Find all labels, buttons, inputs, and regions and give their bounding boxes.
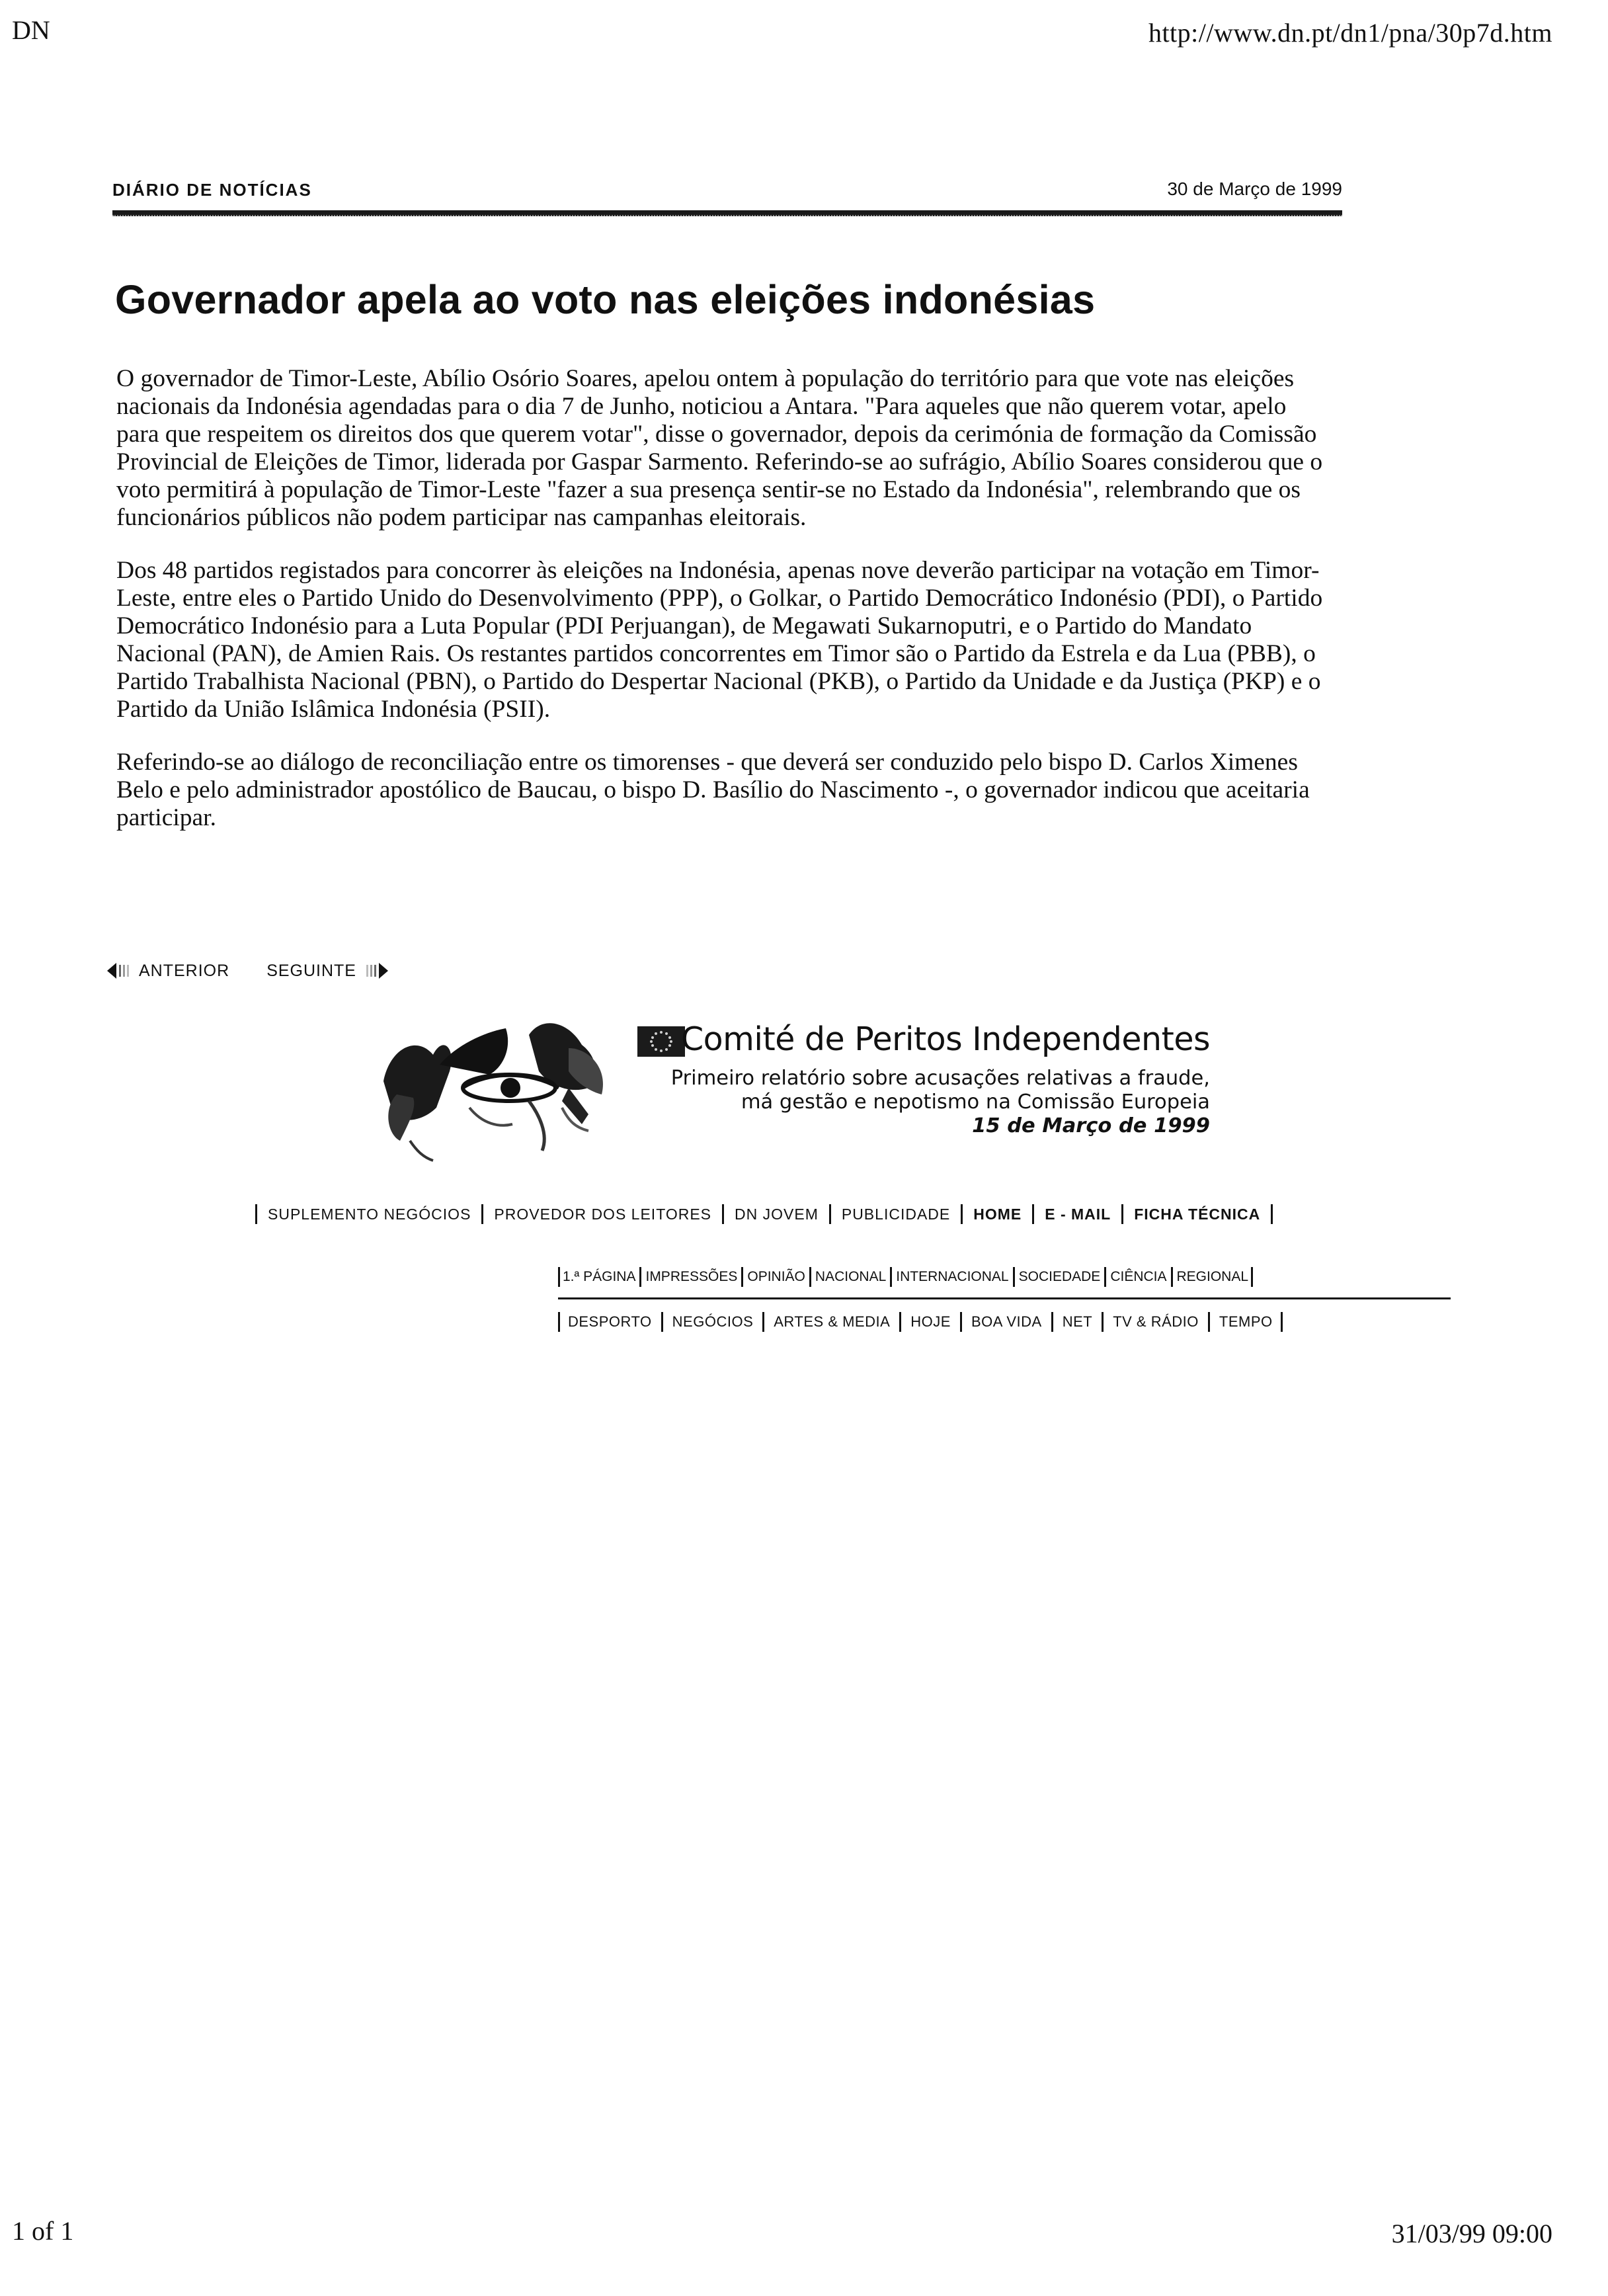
nav-separator: [1271, 1204, 1273, 1224]
nav-separator: [1102, 1312, 1104, 1332]
banner-title: Comité de Peritos Independentes: [680, 1020, 1210, 1058]
nav-link-email[interactable]: E - MAIL: [1045, 1205, 1111, 1223]
previous-label: ANTERIOR: [139, 961, 230, 980]
nav-separator: [890, 1267, 892, 1287]
eye-illustration-icon: [370, 1008, 628, 1167]
committee-report-banner[interactable]: [370, 1008, 1210, 1167]
nav-link-dn-jovem[interactable]: DN JOVEM: [735, 1205, 819, 1223]
nav-link-negocios[interactable]: NEGÓCIOS: [672, 1313, 754, 1330]
publication-date: 30 de Março de 1999: [1167, 179, 1342, 199]
nav-separator: [741, 1267, 743, 1287]
nav-link-opiniao[interactable]: OPINIÃO: [747, 1269, 805, 1284]
nav-link-regional[interactable]: REGIONAL: [1176, 1269, 1249, 1284]
nav-link-artes-media[interactable]: ARTES & MEDIA: [774, 1313, 891, 1330]
nav-separator: [558, 1267, 560, 1287]
eu-flag-icon: [637, 1026, 685, 1057]
newspaper-name: DIÁRIO DE NOTÍCIAS: [112, 180, 312, 200]
banner-date: 15 de Março de 1999: [972, 1114, 1210, 1137]
nav-separator: [661, 1312, 663, 1332]
nav-separator: [1171, 1267, 1173, 1287]
site-nav-more-sections: [558, 1312, 1283, 1332]
nav-link-primeira-pagina[interactable]: 1.ª PÁGINA: [563, 1269, 636, 1284]
nav-separator: [1013, 1267, 1015, 1287]
nav-separator: [1032, 1204, 1034, 1224]
nav-link-boa-vida[interactable]: BOA VIDA: [971, 1313, 1042, 1330]
nav-separator: [1104, 1267, 1106, 1287]
banner-subtitle: má gestão e nepotismo na Comissão Europeia: [741, 1090, 1210, 1114]
nav-link-tempo[interactable]: TEMPO: [1219, 1313, 1273, 1330]
nav-separator: [961, 1204, 963, 1224]
nav-separator: [1051, 1312, 1053, 1332]
nav-link-provedor-leitores[interactable]: PROVEDOR DOS LEITORES: [494, 1205, 712, 1223]
article-paragraph: O governador de Timor-Leste, Abílio Osório Soares, apelou ontem à população do território para que vote nas eleições nacionais da Indonésia agendadas para o dia 7 de Junho, noticiou a Antara. "Para aqueles que não querem votar, apelo para que respeitem os direitos dos que querem votar", disse o governador, depois da cerimónia de formação da Comissão Provincial de Eleições de Timor, liderada por Gaspar Sarmento. Referindo-se ao sufrágio, Abílio Soares considerou que o voto permitirá à população de Timor-Leste "fazer a sua presença sentir-se no Estado da Indonésia", relembrando que os funcionários públicos não podem participar nas campanhas eleitorais.: [116, 365, 1323, 531]
nav-link-publicidade[interactable]: PUBLICIDADE: [841, 1205, 951, 1223]
right-arrow-icon: [356, 962, 388, 980]
nav-separator: [1251, 1267, 1253, 1287]
left-arrow-icon: [107, 962, 139, 980]
next-label: SEGUINTE: [266, 961, 356, 980]
nav-separator: [899, 1312, 901, 1332]
nav-separator: [481, 1204, 483, 1224]
nav-link-desporto[interactable]: DESPORTO: [568, 1313, 652, 1330]
nav-separator: [1208, 1312, 1210, 1332]
nav-separator: [960, 1312, 962, 1332]
site-nav-sections: [558, 1267, 1253, 1287]
print-header-left: DN: [12, 15, 50, 45]
nav-link-ciencia[interactable]: CIÊNCIA: [1110, 1269, 1167, 1284]
nav-link-hoje[interactable]: HOJE: [910, 1313, 951, 1330]
next-article-link[interactable]: [266, 962, 388, 981]
nav-separator: [255, 1204, 257, 1224]
article-pagination: [107, 956, 388, 985]
nav-link-sociedade[interactable]: SOCIEDADE: [1018, 1269, 1101, 1284]
nav-link-nacional[interactable]: NACIONAL: [815, 1269, 887, 1284]
article-paragraph: Dos 48 partidos registados para concorrer às eleições na Indonésia, apenas nove deverão participar na votação em Timor-Leste, entre eles o Partido Unido do Desenvolvimento (PPP), o Golkar, o Partido Democrático Indonésio (PDI), o Partido Democrático Indonésio para a Luta Popular (PDI Perjuangan), de Megawati Sukarnoputri, e o Partido do Mandato Nacional (PAN), de Amien Rais. Os restantes partidos concorrentes em Timor são o Partido da Estrela e da Lua (PBB), o Partido Trabalhista Nacional (PBN), o Partido do Despertar Nacional (PKB), o Partido da Unidade e da Justiça (PKP) e o Partido da União Islâmica Indonésia (PSII).: [116, 557, 1323, 723]
nav-separator: [639, 1267, 641, 1287]
nav-link-tv-radio[interactable]: TV & RÁDIO: [1113, 1313, 1199, 1330]
previous-article-link[interactable]: [107, 962, 229, 981]
nav-link-home[interactable]: HOME: [973, 1205, 1022, 1223]
nav-separator: [1281, 1312, 1283, 1332]
article-paragraph: Referindo-se ao diálogo de reconciliação entre os timorenses - que deverá ser conduzido pelo bispo D. Carlos Ximenes Belo e pelo administrador apostólico de Baucau, o bispo D. Basílio do Nascimento -, o governador indicou que aceitaria participar.: [116, 749, 1310, 831]
nav-separator: [762, 1312, 764, 1332]
nav-separator: [809, 1267, 811, 1287]
article-headline: Governador apela ao voto nas eleições indonésias: [115, 277, 1096, 322]
site-nav-primary: [255, 1204, 1283, 1224]
nav-link-internacional[interactable]: INTERNACIONAL: [896, 1269, 1009, 1284]
article-body: [116, 365, 1333, 857]
nav-separator: [558, 1312, 560, 1332]
banner-subtitle: Primeiro relatório sobre acusações relativas a fraude,: [670, 1067, 1210, 1090]
nav-link-net[interactable]: NET: [1062, 1313, 1093, 1330]
nav-separator: [829, 1204, 831, 1224]
nav-link-ficha-tecnica[interactable]: FICHA TÉCNICA: [1134, 1205, 1261, 1223]
masthead: [112, 179, 1342, 220]
nav-separator: [1121, 1204, 1123, 1224]
print-header-url: http://www.dn.pt/dn1/pna/30p7d.htm: [1148, 18, 1552, 48]
masthead-rule: [112, 210, 1342, 216]
print-timestamp: 31/03/99 09:00: [1391, 2219, 1552, 2248]
nav-link-suplemento-negocios[interactable]: SUPLEMENTO NEGÓCIOS: [268, 1205, 471, 1223]
nav-divider: [558, 1297, 1451, 1299]
nav-separator: [722, 1204, 724, 1224]
nav-link-impressoes[interactable]: IMPRESSÕES: [645, 1269, 738, 1284]
print-page-count: 1 of 1: [12, 2216, 74, 2246]
